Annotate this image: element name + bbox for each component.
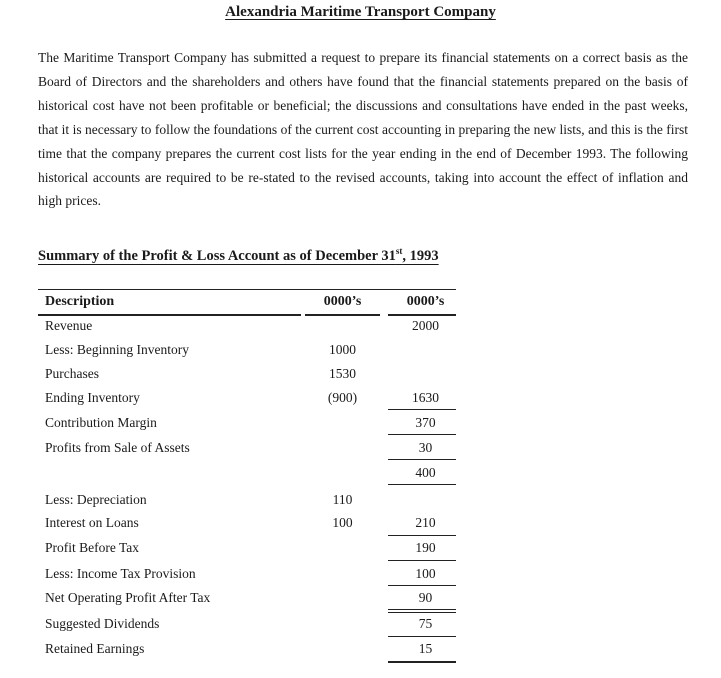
row-col2-interest-on-loans: 210 bbox=[415, 515, 436, 530]
header-description: Description bbox=[45, 294, 115, 309]
row-label-suggested-dividends: Suggested Dividends bbox=[45, 616, 160, 631]
row-col1-depreciation: 110 bbox=[332, 492, 353, 507]
rule-after-interest-on-loans bbox=[388, 535, 456, 536]
row-col1-purchases: 1530 bbox=[329, 366, 356, 381]
company-title: Alexandria Maritime Transport Company bbox=[225, 4, 496, 20]
summary-heading-main: Summary of the Profit & Loss Account as of December 31 bbox=[38, 247, 396, 264]
row-col2-suggested-dividends: 75 bbox=[418, 616, 433, 631]
row-label-beginning-inventory: Less: Beginning Inventory bbox=[45, 342, 189, 357]
intro-paragraph: The Maritime Transport Company has submitted a request to prepare its financial statements on a correct basis as the Board of Directors and the shareholders and others have found that the financial statements prepared on the basis of historical cost have not been profitable or beneficial; the discussions and consultations have ended in the past weeks, that it is necessary to follow the foundations of the current cost accounting in preparing the new lists, and this is the first time that the company prepares the current cost lists for the year ending in the end of December 1993. The following historical accounts are required to be re-stated to the revised accounts, taking into account the effect of inflation and high prices. bbox=[38, 50, 688, 209]
row-label-retained-earnings: Retained Earnings bbox=[45, 641, 145, 656]
row-col2-net-operating-profit: 90 bbox=[418, 590, 433, 605]
rule-after-contribution-margin bbox=[388, 434, 456, 435]
row-col2-profit-before-tax: 190 bbox=[415, 540, 436, 555]
row-label-profits-from-sale: Profits from Sale of Assets bbox=[45, 440, 190, 455]
row-label-ending-inventory: Ending Inventory bbox=[45, 390, 140, 405]
double-rule-after-net-operating-profit-2 bbox=[388, 612, 456, 613]
row-col2-ending-inventory: 1630 bbox=[412, 390, 439, 405]
row-col2-retained-earnings: 15 bbox=[418, 641, 433, 656]
header-col2: 0000’s bbox=[406, 294, 445, 309]
header-rule-col2 bbox=[388, 314, 456, 316]
row-label-contribution-margin: Contribution Margin bbox=[45, 415, 157, 430]
row-label-revenue: Revenue bbox=[45, 318, 93, 333]
rule-after-profits-from-sale bbox=[388, 459, 456, 460]
row-label-interest-on-loans: Interest on Loans bbox=[45, 515, 139, 530]
table-top-rule bbox=[38, 289, 456, 290]
document-title bbox=[0, 2, 721, 22]
summary-heading-year: , 1993 bbox=[402, 247, 439, 264]
row-col2-income-tax-provision: 100 bbox=[415, 566, 436, 581]
row-col2-subtotal: 400 bbox=[415, 465, 436, 480]
row-col2-revenue: 2000 bbox=[412, 318, 439, 333]
rule-after-subtotal bbox=[388, 484, 456, 485]
row-col1-beginning-inventory: 1000 bbox=[329, 342, 356, 357]
summary-heading bbox=[38, 241, 439, 266]
row-label-depreciation: Less: Depreciation bbox=[45, 492, 147, 507]
row-label-income-tax-provision: Less: Income Tax Provision bbox=[45, 566, 196, 581]
row-col2-contribution-margin: 370 bbox=[415, 415, 436, 430]
rule-after-ending-inventory bbox=[388, 409, 456, 410]
row-label-profit-before-tax: Profit Before Tax bbox=[45, 540, 140, 555]
row-label-purchases: Purchases bbox=[45, 366, 99, 381]
rule-final bbox=[388, 661, 456, 663]
row-col2-profits-from-sale: 30 bbox=[418, 440, 433, 455]
header-rule-description bbox=[38, 314, 301, 316]
rule-after-profit-before-tax bbox=[388, 560, 456, 561]
rule-after-suggested-dividends bbox=[388, 636, 456, 637]
row-label-net-operating-profit: Net Operating Profit After Tax bbox=[45, 590, 211, 605]
row-col1-interest-on-loans: 100 bbox=[332, 515, 353, 530]
header-col1: 0000’s bbox=[323, 294, 362, 309]
rule-after-income-tax-provision bbox=[388, 585, 456, 586]
summary-heading-sup: st bbox=[395, 246, 403, 256]
header-rule-col1 bbox=[305, 314, 380, 316]
double-rule-after-net-operating-profit-1 bbox=[388, 609, 456, 610]
row-col1-ending-inventory: (900) bbox=[327, 390, 358, 405]
